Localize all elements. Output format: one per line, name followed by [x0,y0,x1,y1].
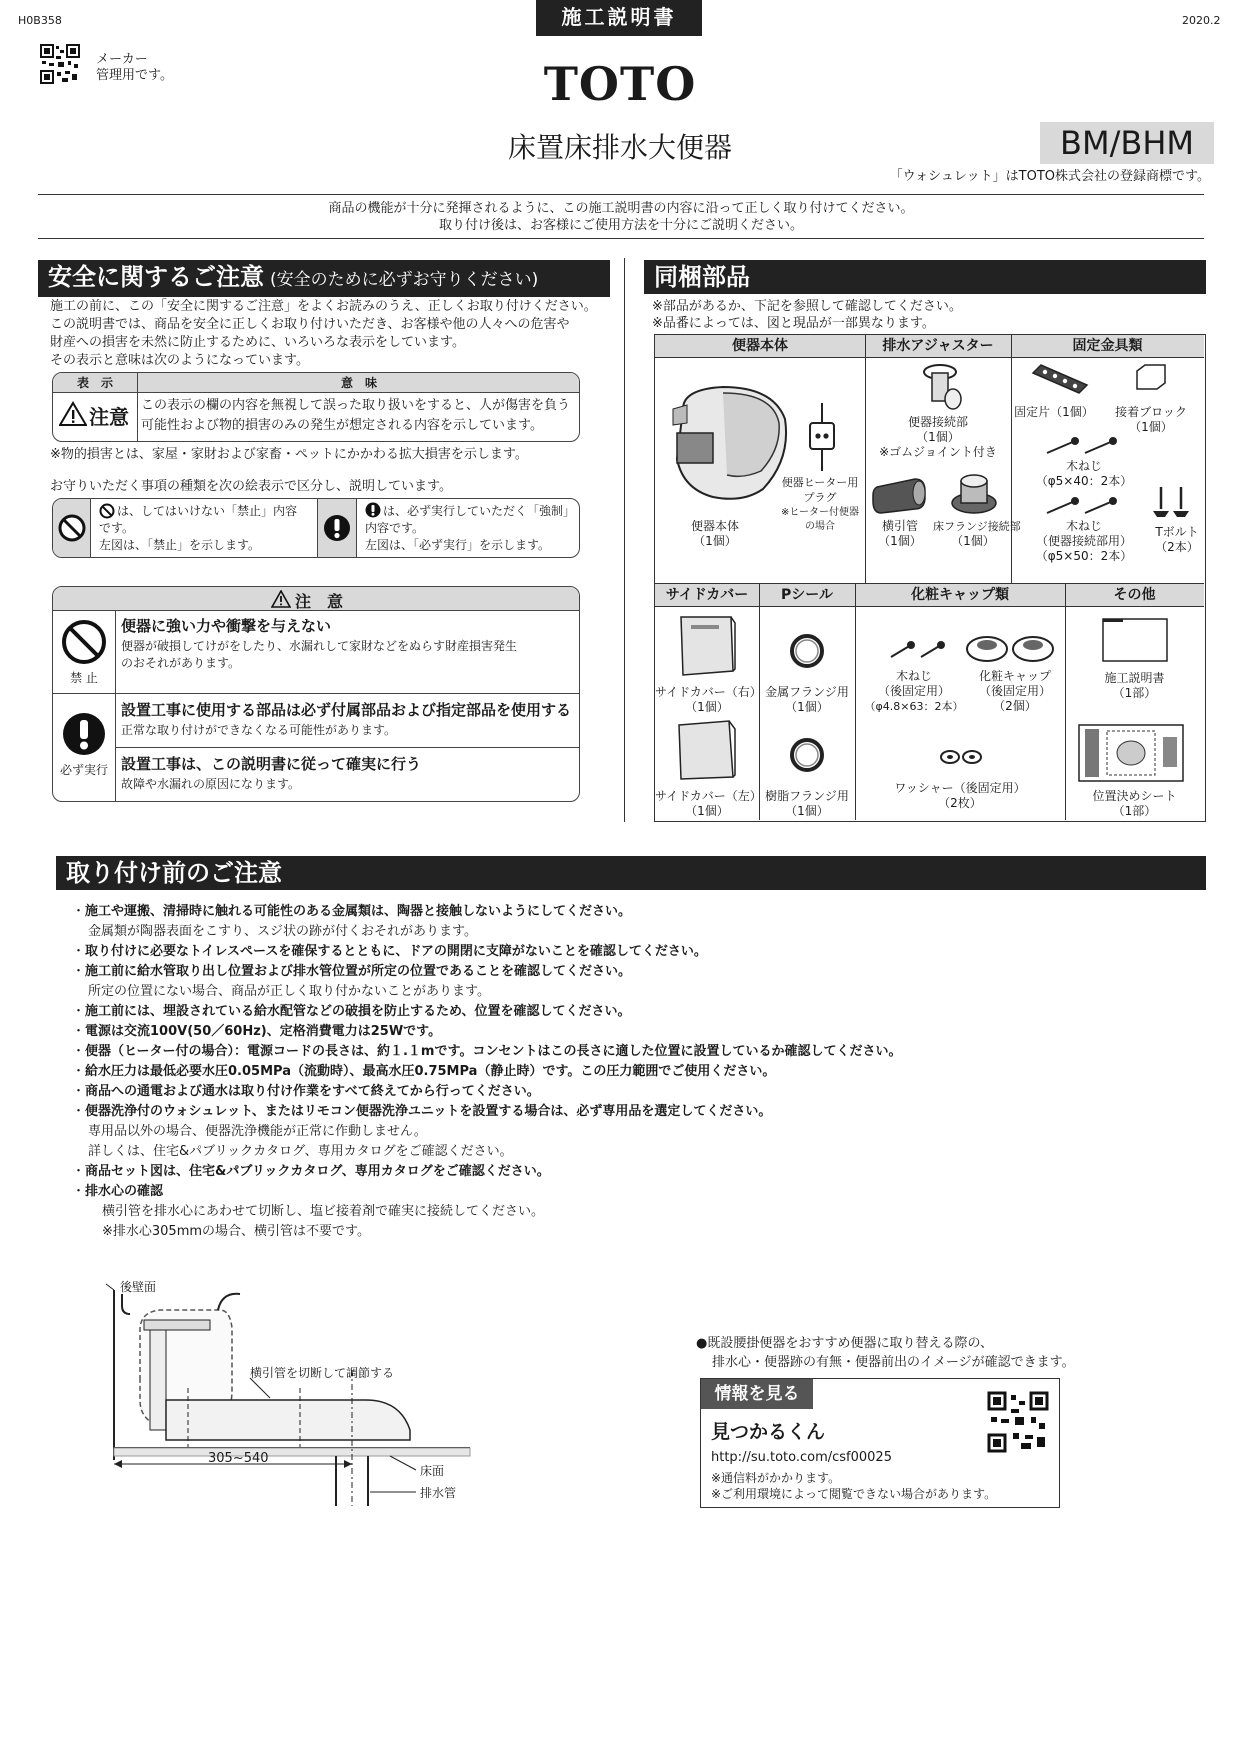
parts-header-bowl: 便器本体 [655,335,865,358]
wood-screw-2-caption-1: 木ねじ [1065,519,1102,533]
mandatory-action-icon [61,711,107,757]
fixing-piece-icon [1029,361,1091,397]
adhesive-block-caption-1: 接着ブロック [1115,405,1187,419]
safety-intro-4: その表示と意味は次のようになっています。 [50,353,309,368]
qr-code-icon[interactable] [987,1391,1049,1453]
bowl-caption-1: 便器本体 [690,519,739,533]
horizontal-pipe-icon [871,477,929,515]
property-note: ※物的損害とは、家屋・家財および家畜・ペットにかかわる拡大損害を示します。 [50,447,528,462]
caution-box [52,586,580,802]
wood-screw-icon [1043,495,1123,517]
washer-caption-1: ワッシャー（後固定用） [894,781,1026,795]
bowl-caption-2: （1個） [693,534,737,548]
position-sheet-icon [1077,723,1185,785]
parts-header-fixtures: 固定金具類 [1011,335,1204,358]
cap-screw-caption-2: （後固定用） [877,684,950,698]
wood-screw-2-caption-3: （φ5×50：2本） [1035,549,1133,563]
list-item: 横引管を排水心にあわせて切断し、塩ビ接着剤で確実に接続してください。 [102,1204,545,1219]
safety-title: 安全に関するご注意 [48,263,264,291]
parts-header-other: その他 [1065,584,1204,607]
precautions-banner [56,856,1206,890]
doc-code: H0B358 [18,14,62,27]
list-item: ・商品への通電および通水は取り付け作業をすべて終えてから行ってください。 [72,1084,540,1099]
trademark-note: 「ウォシュレット」はTOTO株式会社の登録商標です。 [889,169,1210,184]
caution-label: 注意 [89,405,129,429]
list-item: 詳しくは、住宅&パブリックカタログ、専用カタログをご確認ください。 [88,1144,513,1159]
connector-caption-3: ※ゴムジョイント付き [879,445,997,459]
side-cover-right-caption-2: （1個） [685,700,729,714]
cap-screw-caption-3: （φ4.8×63：2本） [864,700,964,713]
safety-intro-2: この説明書では、商品を安全に正しくお取り付けいただき、お客様や他の人々への危害や [50,317,570,332]
floor-label: 床面 [420,1464,445,1478]
info-intro-1: ●既設腰掛便器をおすすめ便器に取り替える際の、 [696,1336,993,1351]
legend-head-meaning: 意 味 [340,376,377,390]
caution-item-1-body-1: 便器が破損してけがをしたり、水漏れして家財などをぬらす財産損害発生 [121,639,518,653]
list-item: ・給水圧力は最低必要水圧0.05MPa（流動時）、最高水圧0.75MPa（静止時）です。この圧力範囲でご使用ください。 [72,1064,776,1079]
caution-item-3-body-1: 故障や水漏れの原因になります。 [121,777,301,791]
wood-screw-caption-2: （φ5×40：2本） [1035,474,1133,488]
parts-header-adjuster: 排水アジャスター [865,335,1011,358]
list-item: 所定の位置にない場合、商品が正しく取り付かないことがあります。 [88,984,490,999]
adhesive-block-icon [1133,363,1169,391]
doc-date: 2020.2 [1182,14,1221,27]
mandatory-text-1: は、必ず実行していただく「強制」 [383,504,576,518]
model-number: BM/BHM [1040,122,1214,164]
caution-meaning-1: この表示の欄の内容を無視して誤った取り扱いをすると、人が傷害を負う [141,398,571,413]
product-title: 床置床排水大便器 [507,131,732,164]
caution-meaning-2: 可能性および物的損害のみの発生が想定される内容を示しています。 [141,418,543,433]
list-item: ・排水心の確認 [72,1184,164,1199]
cut-pipe-label: 横引管を切断して調節する [250,1366,395,1380]
divider [38,238,1204,239]
safety-intro-1: 施工の前に、この「安全に関するご注意」をよくお読みのうえ、正しくお取り付けください。 [50,299,597,314]
precautions-list [72,902,901,1242]
washer-caption-2: （2枚） [938,796,982,810]
caution-item-2-title: 設置工事に使用する部品は必ず付属部品および指定部品を使用する [121,701,572,719]
cosmetic-cap-caption-2: （後固定用） [978,684,1051,698]
list-item: ・商品セット図は、住宅&パブリックカタログ、専用カタログをご確認ください。 [72,1164,550,1179]
dimension-label: 305~540 [208,1451,269,1466]
pipe-caption-1: 横引管 [881,519,918,533]
parts-header-p-seal: Pシール [759,584,855,607]
back-wall-label: 後壁面 [120,1280,157,1294]
info-url-link[interactable]: http://su.toto.com/csf00025 [711,1450,892,1465]
wood-screw-icon [1043,435,1123,457]
metal-flange-caption-1: 金属フランジ用 [765,685,849,699]
washer-icon [939,747,983,767]
prohibit-text-3: 左図は、「禁止」を示します。 [99,538,261,552]
flange-caption-2: （1個） [951,534,995,548]
heater-plug-icon [805,403,839,473]
caution-item-3-title: 設置工事は、この説明書に従って確実に行う [121,755,422,773]
safety-intro-3: 財産への損害を未然に防止するために、いろいろな表示をしています。 [50,335,465,350]
side-cover-left-caption-1: サイドカバー（左） [655,789,762,803]
qr-code-icon [40,44,80,84]
list-item: ・便器洗浄付のウォシュレット、またはリモコン便器洗浄ユニットを設置する場合は、必ず専用品を選定してください。 [72,1104,772,1119]
warning-triangle-icon [271,590,291,608]
caution-item-2-body-1: 正常な取り付けができなくなる可能性があります。 [121,723,397,737]
cap-wood-screw-icon [889,639,949,661]
info-badge: 情報を見る [701,1379,813,1409]
manual-caption-1: 施工説明書 [1104,671,1165,685]
intro-line-1: 商品の機能が十分に発揮されるように、この施工説明書の内容に沿って正しく取り付けてください。 [328,201,914,216]
connector-caption-2: （1個） [916,430,960,444]
wood-screw-caption-1: 木ねじ [1065,459,1102,473]
list-item: 専用品以外の場合、便器洗浄機能が正常に作動しません。 [88,1124,427,1139]
resin-flange-seal-icon [787,735,827,775]
parts-note-2: ※品番によっては、図と現品が一部異なります。 [652,316,935,331]
prohibit-text-1: は、してはいけない「禁止」内容 [117,504,298,518]
manual-document-icon [1101,617,1171,665]
info-intro-2: 排水心・便器跡の有無・便器前出のイメージが確認できます。 [712,1355,1075,1370]
symbol-legend-box [52,498,580,558]
fixing-piece-caption: 固定片（1個） [1014,405,1094,419]
side-cover-right-icon [677,615,737,679]
prohibit-label: 禁 止 [70,671,98,685]
prohibition-icon [58,514,86,542]
cosmetic-cap-caption-3: （2個） [993,699,1037,713]
divider [38,194,1204,195]
position-sheet-caption-1: 位置決めシート [1092,789,1177,803]
heater-plug-caption-2: プラグ [803,491,837,504]
info-box [700,1378,1060,1508]
mandatory-label: 必ず実行 [59,763,108,777]
t-bolt-caption-2: （2本） [1155,540,1199,554]
heater-plug-caption-1: 便器ヒーター用 [781,476,859,489]
resin-flange-caption-2: （1個） [785,804,829,818]
types-intro: お守りいただく事項の種類を次の絵表示で区分し、説明しています。 [50,479,452,494]
heater-plug-caption-3: ※ヒーター付便器 [781,507,859,518]
pipe-caption-2: （1個） [878,534,922,548]
flange-caption-1: 床フランジ接続部 [933,520,1021,533]
intro-line-2: 取り付け後は、お客様にご使用方法を十分にご説明ください。 [438,218,803,233]
heater-plug-caption-4: の場合 [805,521,835,532]
metal-flange-caption-2: （1個） [785,700,829,714]
info-note-1: ※通信料がかかります。 [711,1471,841,1485]
wood-screw-2-caption-2: （便器接続部用） [1035,534,1132,548]
list-item: ・取り付けに必要なトイレスペースを確保するとともに、ドアの開閉に支障がないことを確認してください。 [72,944,707,959]
caution-box-title: 注 意 [295,592,344,611]
resin-flange-caption-1: 樹脂フランジ用 [765,789,849,803]
list-item: ・施工前には、埋設されている給水配管などの破損を防止するため、位置を確認してください。 [72,1004,631,1019]
side-cover-left-icon [677,719,737,783]
mandatory-text-2: 内容です。 [365,521,425,535]
parts-header-side-cover: サイドカバー [655,584,759,607]
cosmetic-cap-caption-1: 化粧キャップ [978,669,1051,683]
mandatory-action-icon [323,514,351,542]
list-item: ・施工前に給水管取り出し位置および排水管位置が所定の位置であることを確認してください。 [72,964,632,979]
list-item: ・施工や運搬、清掃時に触れる可能性のある金属類は、陶器と接触しないようにしてください。 [72,904,632,919]
qr-note: メーカー 管理用です。 [96,52,173,83]
info-service-name[interactable]: 見つかるくん [711,1421,826,1443]
manual-caption-2: （1部） [1112,686,1157,700]
mandatory-action-icon-small [365,502,381,518]
doc-type-label: 施工説明書 [536,0,702,36]
brand-logo: TOTO [543,57,697,111]
parts-note-1: ※部品があるか、下記を参照して確認してください。 [652,299,962,314]
toilet-bowl-illustration [663,379,793,505]
side-cover-right-caption-1: サイドカバー（右） [655,685,762,699]
t-bolt-icon [1149,483,1195,519]
prohibit-text-2: です。 [99,521,135,535]
prohibition-icon-small [99,503,115,519]
drain-pipe-label: 排水管 [420,1486,457,1500]
caution-item-1-body-2: のおそれがあります。 [121,656,241,670]
prohibition-icon [61,619,107,665]
display-legend-box [52,372,580,442]
precautions-title: 取り付け前のご注意 [66,859,282,887]
mandatory-text-3: 左図は、「必ず実行」を示します。 [365,538,551,552]
safety-banner [38,260,610,297]
list-item: 金属類が陶器表面をこすり、スジ状の跡が付くおそれがあります。 [88,924,477,939]
parts-title: 同梱部品 [654,263,750,291]
caution-item-1-title: 便器に強い力や衝撃を与えない [121,617,332,635]
legend-head-display: 表 示 [76,376,113,390]
connector-caption-1: 便器接続部 [907,415,968,429]
position-sheet-caption-2: （1部） [1112,804,1157,818]
metal-flange-seal-icon [787,631,827,671]
floor-flange-icon [949,471,999,517]
toilet-connector-icon [917,363,963,413]
parts-table [654,334,1206,822]
parts-header-cosmetic-caps: 化粧キャップ類 [855,584,1065,607]
safety-subtitle: (安全のために必ずお守りください) [270,270,539,290]
column-divider [624,258,625,822]
adhesive-block-caption-2: （1個） [1129,420,1173,434]
t-bolt-caption-1: Tボルト [1155,525,1199,539]
parts-banner [644,260,1206,294]
list-item: ・電源は交流100V(50／60Hz)、定格消費電力は25Wです。 [72,1024,442,1039]
list-item: ※排水心305mmの場合、横引管は不要です。 [102,1224,370,1239]
side-cover-left-caption-2: （1個） [685,804,729,818]
cap-screw-caption-1: 木ねじ [895,669,932,683]
info-note-2: ※ご利用環境によって閲覧できない場合があります。 [711,1487,997,1501]
warning-triangle-icon [59,401,87,427]
cosmetic-cap-icon [965,631,1057,665]
list-item: ・便器（ヒーター付の場合）：電源コードの長さは、約１.１mです。コンセントはこの長さに適した位置に設置しているか確認してください。 [72,1044,902,1059]
